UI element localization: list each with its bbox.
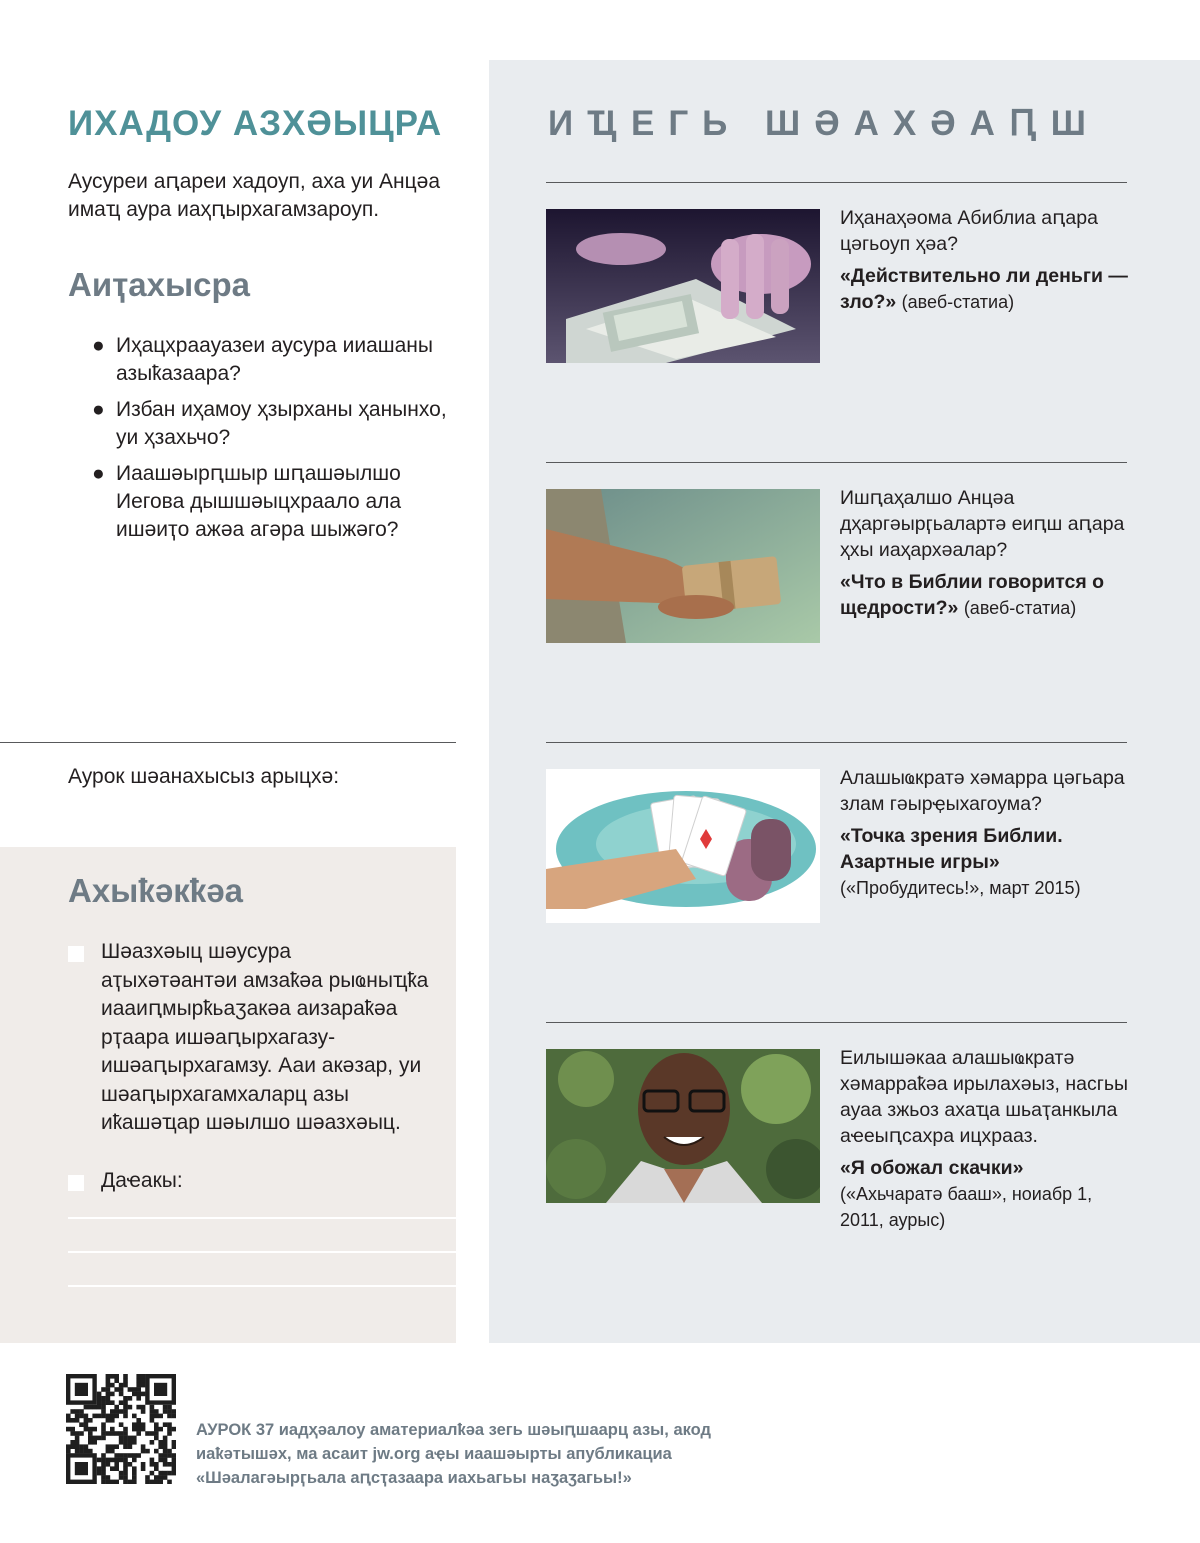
review-title: ИХАДОУ АЗХӘЫЦРА [68, 104, 443, 143]
resource-divider [546, 742, 1127, 743]
resource-card [840, 485, 1135, 621]
bullet-icon: ● [92, 334, 105, 357]
recap-item: ● Избан иҳамоу ҳзырханы ҳанынхо, уи ҳзахьчо? [92, 398, 447, 449]
resource-source: (авеб-статиа) [901, 292, 1015, 312]
write-in-line[interactable] [68, 1251, 456, 1253]
resource-card [840, 205, 1135, 315]
resource-card [840, 765, 1135, 901]
resource-title[interactable]: «Я обожал скачки» [840, 1157, 1024, 1179]
recap-item: ● Иаашәырԥшыр шԥашәылшо Иегова дышшәыцхраало ала ишәиҭо ажәа агәра шыжәго? [92, 462, 402, 541]
resource-question: Еилышәкаа алашыҩкратә хәмарраҟәа ирылахәыз, насгьы ауаа зжьоз ахаҵа шьаҭанкыла аҽеыԥсахра ицхрааз. [840, 1047, 1129, 1147]
resource-title[interactable]: «Что в Библии говорится о щедрости?» [840, 571, 1105, 619]
lesson-date-label: Аурок шәанахысыз арыцхә: [68, 765, 340, 788]
recap-title: Аиҭахысра [68, 266, 251, 303]
resource-source: (авеб-статиа) [963, 598, 1077, 618]
bullet-icon: ● [92, 398, 105, 421]
resource-source: («Пробудитесь!», март 2015) [840, 878, 1081, 898]
resource-question: Ишԥаҳалшо Анцәа дҳаргәырӷьалартә еиԥш аԥара ҳхы иаҳархәалар? [840, 487, 1125, 561]
resource-reference[interactable] [840, 1155, 1135, 1233]
resource-question: Алашыҩкратә хәмарра цәгьара злам гәырҿыхагоума? [840, 767, 1125, 815]
giving-gift-illustration [546, 489, 820, 643]
write-in-line[interactable] [68, 1217, 456, 1219]
giving-gift-image [546, 489, 820, 643]
qr-code-graphic [66, 1374, 176, 1484]
explore-more-title: ИҴЕГЬ ШӘАХӘАԤШ [548, 104, 1100, 143]
section-divider [0, 742, 456, 743]
checkbox-icon[interactable] [68, 946, 84, 962]
resource-source: («Ахьчаратә бааш», ноиабр 1, 2011, аурыс) [840, 1184, 1093, 1230]
money-hands-illustration [546, 209, 820, 363]
resource-reference[interactable] [840, 823, 1135, 901]
resource-question: Иҳанаҳәома Абиблиа аԥара цәгьоуп ҳәа? [840, 207, 1098, 255]
resource-divider [546, 1022, 1127, 1023]
resource-card [840, 1045, 1135, 1233]
resource-title[interactable]: «Действительно ли деньги — зло?» [840, 265, 1128, 313]
qr-code-icon[interactable] [66, 1374, 176, 1484]
bullet-icon: ● [92, 462, 105, 485]
goal-title: Ахыҟәкҟәа [68, 872, 243, 909]
review-intro: Аусуреи аԥареи хадоуп, аха уи Анцәа имаҵ аура иаҳԥырхагамзароуп. [68, 170, 441, 221]
recap-list [92, 332, 452, 552]
goal-item-text: Шәазхәыц шәусура аҭыхәтәантәи амзаҟәа рыҩныҵҟа иааиԥмырҟьаӡакәа аизараҟәа рҭаара ишәаԥырхагазу-ишәаԥырхагамзу. Ааи акәзар, уи шәаԥырхагамхаларц азы иҟашәҵар шәылшо шәазхәыц. [101, 940, 429, 1134]
write-in-line[interactable] [68, 1285, 456, 1287]
checkbox-icon[interactable] [68, 1175, 84, 1191]
smiling-man-portrait-illustration [546, 1049, 820, 1203]
money-hands-image [546, 209, 820, 363]
smiling-man-portrait-image [546, 1049, 820, 1203]
resource-reference[interactable] [840, 569, 1135, 621]
resource-divider [546, 462, 1127, 463]
goal-item-text: Даҽакы: [101, 1169, 183, 1192]
playing-cards-chips-image [546, 769, 820, 923]
resource-reference[interactable] [840, 263, 1135, 315]
footer-note: АУРОК 37 иадҳәалоу аматериалҟәа зегь шәыԥшаарц азы, акод иаҟәтышәх, ма асаит jw.org аҿы иаашәырты апубликациа «Шәалагәырӷьала аԥсҭазаара иахьагьы наӡаӡагьы!» [196, 1421, 711, 1487]
resource-title[interactable]: «Точка зрения Библии. Азартные игры» [840, 825, 1063, 873]
recap-item: ● Иҳацхраауазеи аусура ииашаны азыҟазаара? [92, 334, 433, 385]
playing-cards-chips-illustration [546, 769, 820, 923]
resource-divider [546, 182, 1127, 183]
